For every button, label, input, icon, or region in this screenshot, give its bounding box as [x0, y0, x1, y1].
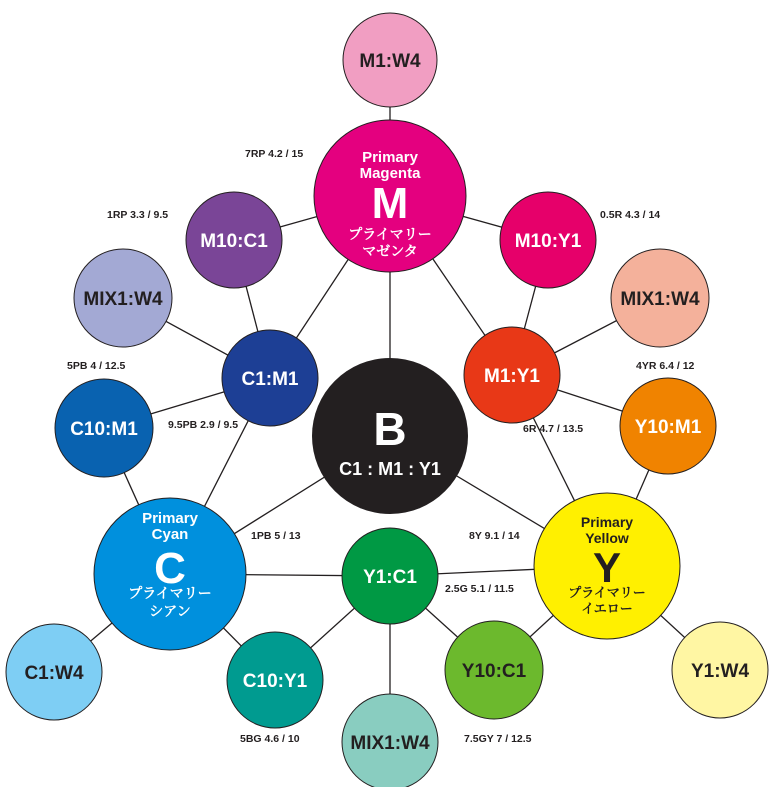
- node-y1-w4: [672, 622, 768, 718]
- node-c1-m1: [222, 330, 318, 426]
- magenta-big-letter: M: [371, 179, 409, 228]
- yellow-japanese-line1: プライマリー: [568, 585, 646, 600]
- node-y1-c1: [342, 528, 438, 624]
- cyan-title-line2: Cyan: [151, 526, 189, 543]
- node-mix1-w4-bottom: [342, 694, 438, 787]
- yellow-title-line1: Primary: [580, 514, 634, 530]
- cyan-big-letter: C: [154, 544, 186, 593]
- node-primary-yellow: [534, 493, 680, 639]
- node-c1-w4-label: C1:W4: [24, 663, 84, 684]
- node-c10-m1: [55, 379, 153, 477]
- yellow-title-line2: Yellow: [585, 530, 629, 546]
- munsell-label-m10c1: 1RP 3.3 / 9.5: [107, 209, 169, 221]
- node-y10-m1-label: Y10:M1: [634, 417, 702, 438]
- node-c10-y1: [227, 632, 323, 728]
- cyan-japanese-line1: プライマリー: [128, 585, 212, 601]
- node-primary-cyan: [94, 498, 246, 650]
- node-mix1-w4-left: [74, 249, 172, 347]
- node-m1-w4-label: M1:W4: [359, 51, 421, 72]
- munsell-label-c10m1: 5PB 4 / 12.5: [67, 360, 126, 372]
- node-mix1-w4-left-label: MIX1:W4: [83, 289, 163, 310]
- magenta-title-line1: Primary: [362, 149, 418, 166]
- magenta-japanese-line2: マゼンタ: [362, 243, 418, 259]
- node-m1-y1-label: M1:Y1: [484, 366, 540, 387]
- yellow-japanese-line2: イエロー: [581, 601, 633, 616]
- munsell-label-y10m1: 4YR 6.4 / 12: [636, 360, 695, 372]
- magenta-japanese-line1: プライマリー: [348, 226, 432, 242]
- cyan-japanese-line2: シアン: [149, 603, 191, 619]
- node-m10-y1: [500, 192, 596, 288]
- node-y10-c1-label: Y10:C1: [461, 661, 527, 682]
- munsell-label-m1y1: 6R 4.7 / 13.5: [523, 423, 584, 435]
- munsell-label-yellow: 8Y 9.1 / 14: [469, 530, 520, 542]
- munsell-label-cyan: 1PB 5 / 13: [251, 530, 301, 542]
- black-mix-ratio: C1 : M1 : Y1: [339, 459, 441, 479]
- node-c10-y1-label: C10:Y1: [242, 671, 308, 692]
- black-big-letter: B: [373, 403, 407, 455]
- munsell-label-c10y1: 5BG 4.6 / 10: [240, 733, 300, 745]
- nodes: [6, 13, 768, 787]
- munsell-label-y10c1: 7.5GY 7 / 12.5: [464, 733, 532, 745]
- node-primary-magenta: [314, 120, 466, 272]
- node-c1-m1-label: C1:M1: [241, 369, 299, 390]
- node-black: [312, 358, 468, 514]
- node-m10-c1-label: M10:C1: [200, 231, 268, 252]
- node-m1-w4: [343, 13, 437, 107]
- munsell-label-c1m1: 9.5PB 2.9 / 9.5: [168, 419, 239, 431]
- node-m10-y1-label: M10:Y1: [514, 231, 582, 252]
- munsell-label-m10y1: 0.5R 4.3 / 14: [600, 209, 661, 221]
- node-c1-w4: [6, 624, 102, 720]
- node-m10-c1: [186, 192, 282, 288]
- node-mix1-w4-bottom-label: MIX1:W4: [350, 733, 430, 754]
- node-y10-c1: [445, 621, 543, 719]
- node-c10-m1-label: C10:M1: [70, 419, 138, 440]
- node-m1-y1: [464, 327, 560, 423]
- munsell-label-magenta: 7RP 4.2 / 15: [245, 148, 304, 160]
- node-mix1-w4-right: [611, 249, 709, 347]
- yellow-big-letter: Y: [592, 544, 622, 591]
- node-y1-c1-label: Y1:C1: [363, 567, 417, 588]
- node-y10-m1: [620, 378, 716, 474]
- node-y1-w4-label: Y1:W4: [690, 661, 750, 682]
- munsell-label-y1c1: 2.5G 5.1 / 11.5: [445, 583, 514, 595]
- magenta-title-line2: Magenta: [359, 165, 421, 182]
- node-mix1-w4-right-label: MIX1:W4: [620, 289, 700, 310]
- cyan-title-line1: Primary: [142, 510, 198, 527]
